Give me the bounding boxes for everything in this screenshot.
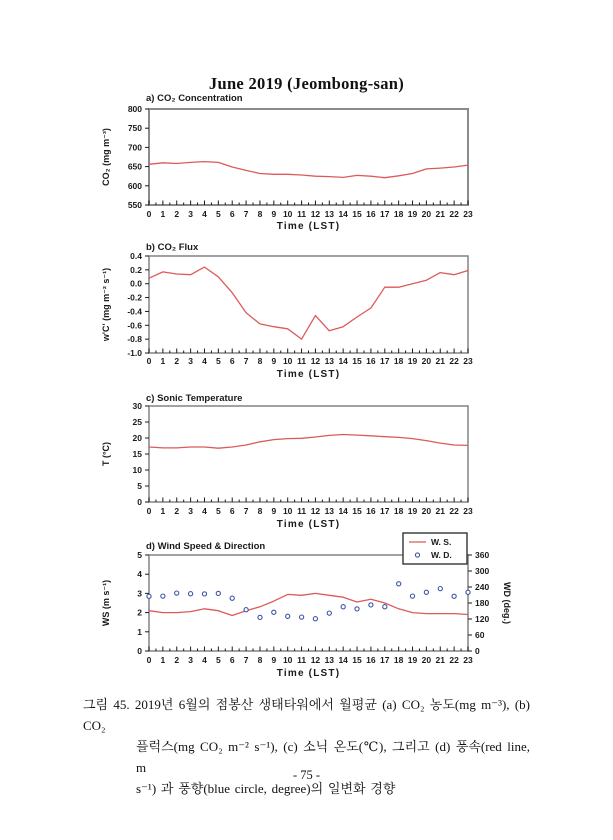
svg-text:1: 1	[160, 506, 166, 516]
chart-co2-flux	[85, 240, 585, 395]
svg-text:12: 12	[310, 356, 321, 366]
svg-text:6: 6	[229, 356, 235, 366]
svg-text:13: 13	[324, 506, 335, 516]
svg-text:22: 22	[449, 209, 459, 219]
svg-text:5: 5	[215, 506, 221, 516]
svg-text:11: 11	[297, 209, 307, 219]
svg-text:5: 5	[215, 209, 221, 219]
svg-text:2: 2	[174, 506, 180, 516]
svg-text:1: 1	[160, 356, 166, 366]
svg-text:25: 25	[132, 417, 142, 427]
svg-text:W. S.: W. S.	[431, 537, 452, 547]
svg-text:30: 30	[132, 401, 142, 411]
svg-text:19: 19	[407, 506, 418, 516]
svg-text:19: 19	[407, 655, 418, 665]
svg-text:9: 9	[271, 506, 277, 516]
svg-text:0: 0	[137, 497, 142, 507]
svg-text:19: 19	[407, 209, 418, 219]
svg-text:5: 5	[215, 356, 221, 366]
svg-text:10: 10	[132, 465, 142, 475]
svg-text:13: 13	[324, 655, 335, 665]
svg-text:800: 800	[127, 104, 142, 114]
svg-text:5: 5	[137, 481, 142, 491]
svg-text:240: 240	[475, 582, 490, 592]
svg-text:20: 20	[421, 655, 432, 665]
svg-text:23: 23	[463, 655, 473, 665]
svg-text:2: 2	[174, 655, 180, 665]
svg-text:20: 20	[421, 506, 432, 516]
svg-text:360: 360	[475, 550, 490, 560]
svg-text:W. D.: W. D.	[431, 550, 452, 560]
svg-text:18: 18	[393, 506, 404, 516]
svg-text:-0.8: -0.8	[127, 334, 142, 345]
svg-text:21: 21	[435, 209, 445, 219]
svg-text:-1.0: -1.0	[127, 348, 142, 358]
svg-text:0: 0	[146, 356, 152, 366]
svg-text:0: 0	[146, 209, 152, 219]
svg-text:5: 5	[215, 655, 221, 665]
svg-text:14: 14	[338, 356, 348, 366]
caption-line-3: s⁻¹) 과 풍향(blue circle, degree)의 일변화 경향	[136, 781, 396, 796]
svg-text:120: 120	[475, 614, 490, 624]
svg-text:-0.6: -0.6	[127, 320, 142, 331]
svg-text:4: 4	[202, 506, 207, 516]
svg-text:13: 13	[324, 209, 335, 219]
svg-text:b) CO₂ Flux: b) CO₂ Flux	[146, 242, 199, 253]
svg-text:11: 11	[297, 655, 307, 665]
svg-text:5: 5	[137, 550, 142, 560]
svg-text:4: 4	[137, 569, 142, 580]
svg-text:4: 4	[202, 209, 207, 219]
svg-text:17: 17	[380, 356, 390, 366]
svg-text:2: 2	[174, 356, 180, 366]
svg-text:d) Wind Speed & Direction: d) Wind Speed & Direction	[146, 541, 266, 552]
svg-text:7: 7	[243, 506, 249, 516]
svg-text:-0.2: -0.2	[127, 292, 142, 303]
svg-text:17: 17	[380, 655, 390, 665]
svg-text:18: 18	[393, 209, 404, 219]
svg-text:8: 8	[257, 209, 263, 219]
svg-text:-0.4: -0.4	[127, 306, 142, 317]
svg-text:700: 700	[127, 142, 142, 153]
svg-text:11: 11	[297, 506, 307, 516]
svg-text:15: 15	[352, 209, 362, 219]
svg-text:18: 18	[393, 655, 404, 665]
svg-text:0: 0	[137, 646, 142, 656]
svg-text:a) CO₂ Concentration: a) CO₂ Concentration	[146, 93, 243, 104]
svg-text:19: 19	[407, 356, 418, 366]
caption-line-2: 플럭스(mg CO₂ m⁻² s⁻¹), (c) 소닉 온도(℃), 그리고 (d) 풍속(red line, m	[136, 739, 530, 775]
svg-text:2: 2	[137, 607, 142, 618]
svg-text:3: 3	[188, 655, 193, 665]
svg-text:12: 12	[310, 655, 321, 665]
svg-text:600: 600	[127, 180, 142, 191]
chart-sonic-temperature	[85, 388, 585, 545]
svg-text:10: 10	[282, 506, 293, 516]
svg-text:8: 8	[257, 356, 263, 366]
svg-text:0.2: 0.2	[130, 264, 142, 275]
svg-text:w'C' (mg m⁻² s⁻¹): w'C' (mg m⁻² s⁻¹)	[101, 267, 111, 342]
svg-text:10: 10	[282, 356, 293, 366]
svg-text:Time (LST): Time (LST)	[276, 668, 341, 679]
svg-text:21: 21	[435, 356, 445, 366]
svg-text:0.0: 0.0	[130, 278, 142, 289]
svg-text:14: 14	[338, 655, 348, 665]
svg-text:17: 17	[380, 209, 390, 219]
svg-text:6: 6	[229, 506, 235, 516]
svg-text:6: 6	[229, 655, 235, 665]
svg-text:180: 180	[475, 598, 490, 608]
svg-text:22: 22	[449, 506, 459, 516]
svg-text:7: 7	[243, 209, 249, 219]
svg-text:23: 23	[463, 209, 473, 219]
svg-text:0: 0	[146, 506, 152, 516]
svg-text:T (°C): T (°C)	[101, 441, 111, 467]
figure-caption	[83, 694, 530, 799]
svg-text:21: 21	[435, 506, 445, 516]
svg-text:11: 11	[297, 356, 307, 366]
svg-text:16: 16	[366, 209, 376, 219]
svg-text:22: 22	[449, 655, 459, 665]
sonic-temperature-plot	[85, 388, 585, 540]
wind-speed-direction-plot	[85, 530, 585, 690]
svg-text:20: 20	[132, 433, 142, 443]
svg-text:7: 7	[243, 356, 249, 366]
svg-text:8: 8	[257, 506, 263, 516]
svg-text:0: 0	[146, 655, 152, 665]
svg-text:7: 7	[243, 655, 249, 665]
svg-text:13: 13	[324, 356, 335, 366]
svg-text:3: 3	[188, 506, 193, 516]
svg-text:21: 21	[435, 655, 445, 665]
svg-text:15: 15	[352, 506, 362, 516]
svg-text:6: 6	[229, 209, 235, 219]
svg-text:12: 12	[310, 209, 321, 219]
svg-text:12: 12	[310, 506, 321, 516]
svg-text:16: 16	[366, 655, 376, 665]
svg-text:23: 23	[463, 356, 473, 366]
svg-text:23: 23	[463, 506, 473, 516]
svg-text:2: 2	[174, 209, 180, 219]
svg-text:10: 10	[282, 655, 293, 665]
svg-text:60: 60	[475, 630, 485, 640]
svg-text:16: 16	[366, 506, 376, 516]
svg-text:3: 3	[188, 209, 193, 219]
svg-text:10: 10	[282, 209, 293, 219]
co2-flux-plot	[85, 240, 585, 390]
page-number: - 75 -	[292, 768, 321, 782]
svg-text:4: 4	[202, 655, 207, 665]
svg-text:20: 20	[421, 209, 432, 219]
svg-text:9: 9	[271, 209, 277, 219]
svg-text:15: 15	[352, 655, 362, 665]
svg-text:16: 16	[366, 356, 376, 366]
svg-text:0: 0	[475, 646, 480, 656]
svg-text:20: 20	[421, 356, 432, 366]
svg-text:17: 17	[380, 506, 390, 516]
svg-text:Time (LST): Time (LST)	[276, 221, 341, 232]
svg-text:4: 4	[202, 356, 207, 366]
svg-text:550: 550	[127, 200, 142, 210]
svg-text:15: 15	[352, 356, 362, 366]
figure-title: June 2019 (Jeombong-san)	[208, 74, 405, 93]
svg-text:WS (m s⁻¹): WS (m s⁻¹)	[101, 579, 111, 627]
svg-text:8: 8	[257, 655, 263, 665]
svg-text:18: 18	[393, 356, 404, 366]
svg-text:22: 22	[449, 356, 459, 366]
svg-text:300: 300	[475, 566, 490, 576]
chart-co2-concentration	[85, 88, 585, 245]
svg-text:14: 14	[338, 209, 348, 219]
svg-text:9: 9	[271, 655, 277, 665]
svg-text:CO₂ (mg m⁻³): CO₂ (mg m⁻³)	[101, 128, 111, 186]
svg-text:9: 9	[271, 356, 277, 366]
svg-text:750: 750	[127, 123, 142, 134]
svg-text:3: 3	[188, 356, 193, 366]
svg-text:1: 1	[137, 626, 142, 637]
svg-text:WD (deg.): WD (deg.)	[502, 582, 512, 624]
svg-text:1: 1	[160, 655, 166, 665]
chart-wind-speed-direction	[85, 530, 585, 695]
caption-line-1: 그림 45. 2019년 6월의 점봉산 생태타워에서 월평균 (a) CO₂ 농도(mg m⁻³), (b) CO₂	[83, 697, 530, 733]
svg-text:0.4: 0.4	[130, 251, 142, 261]
svg-text:1: 1	[160, 209, 166, 219]
co2-concentration-plot	[85, 88, 585, 240]
svg-text:14: 14	[338, 506, 348, 516]
svg-text:15: 15	[132, 449, 142, 459]
svg-text:Time (LST): Time (LST)	[276, 519, 341, 530]
svg-text:3: 3	[137, 588, 142, 599]
svg-text:Time (LST): Time (LST)	[276, 369, 341, 380]
svg-text:c) Sonic Temperature: c) Sonic Temperature	[146, 393, 243, 404]
svg-text:650: 650	[127, 161, 142, 172]
